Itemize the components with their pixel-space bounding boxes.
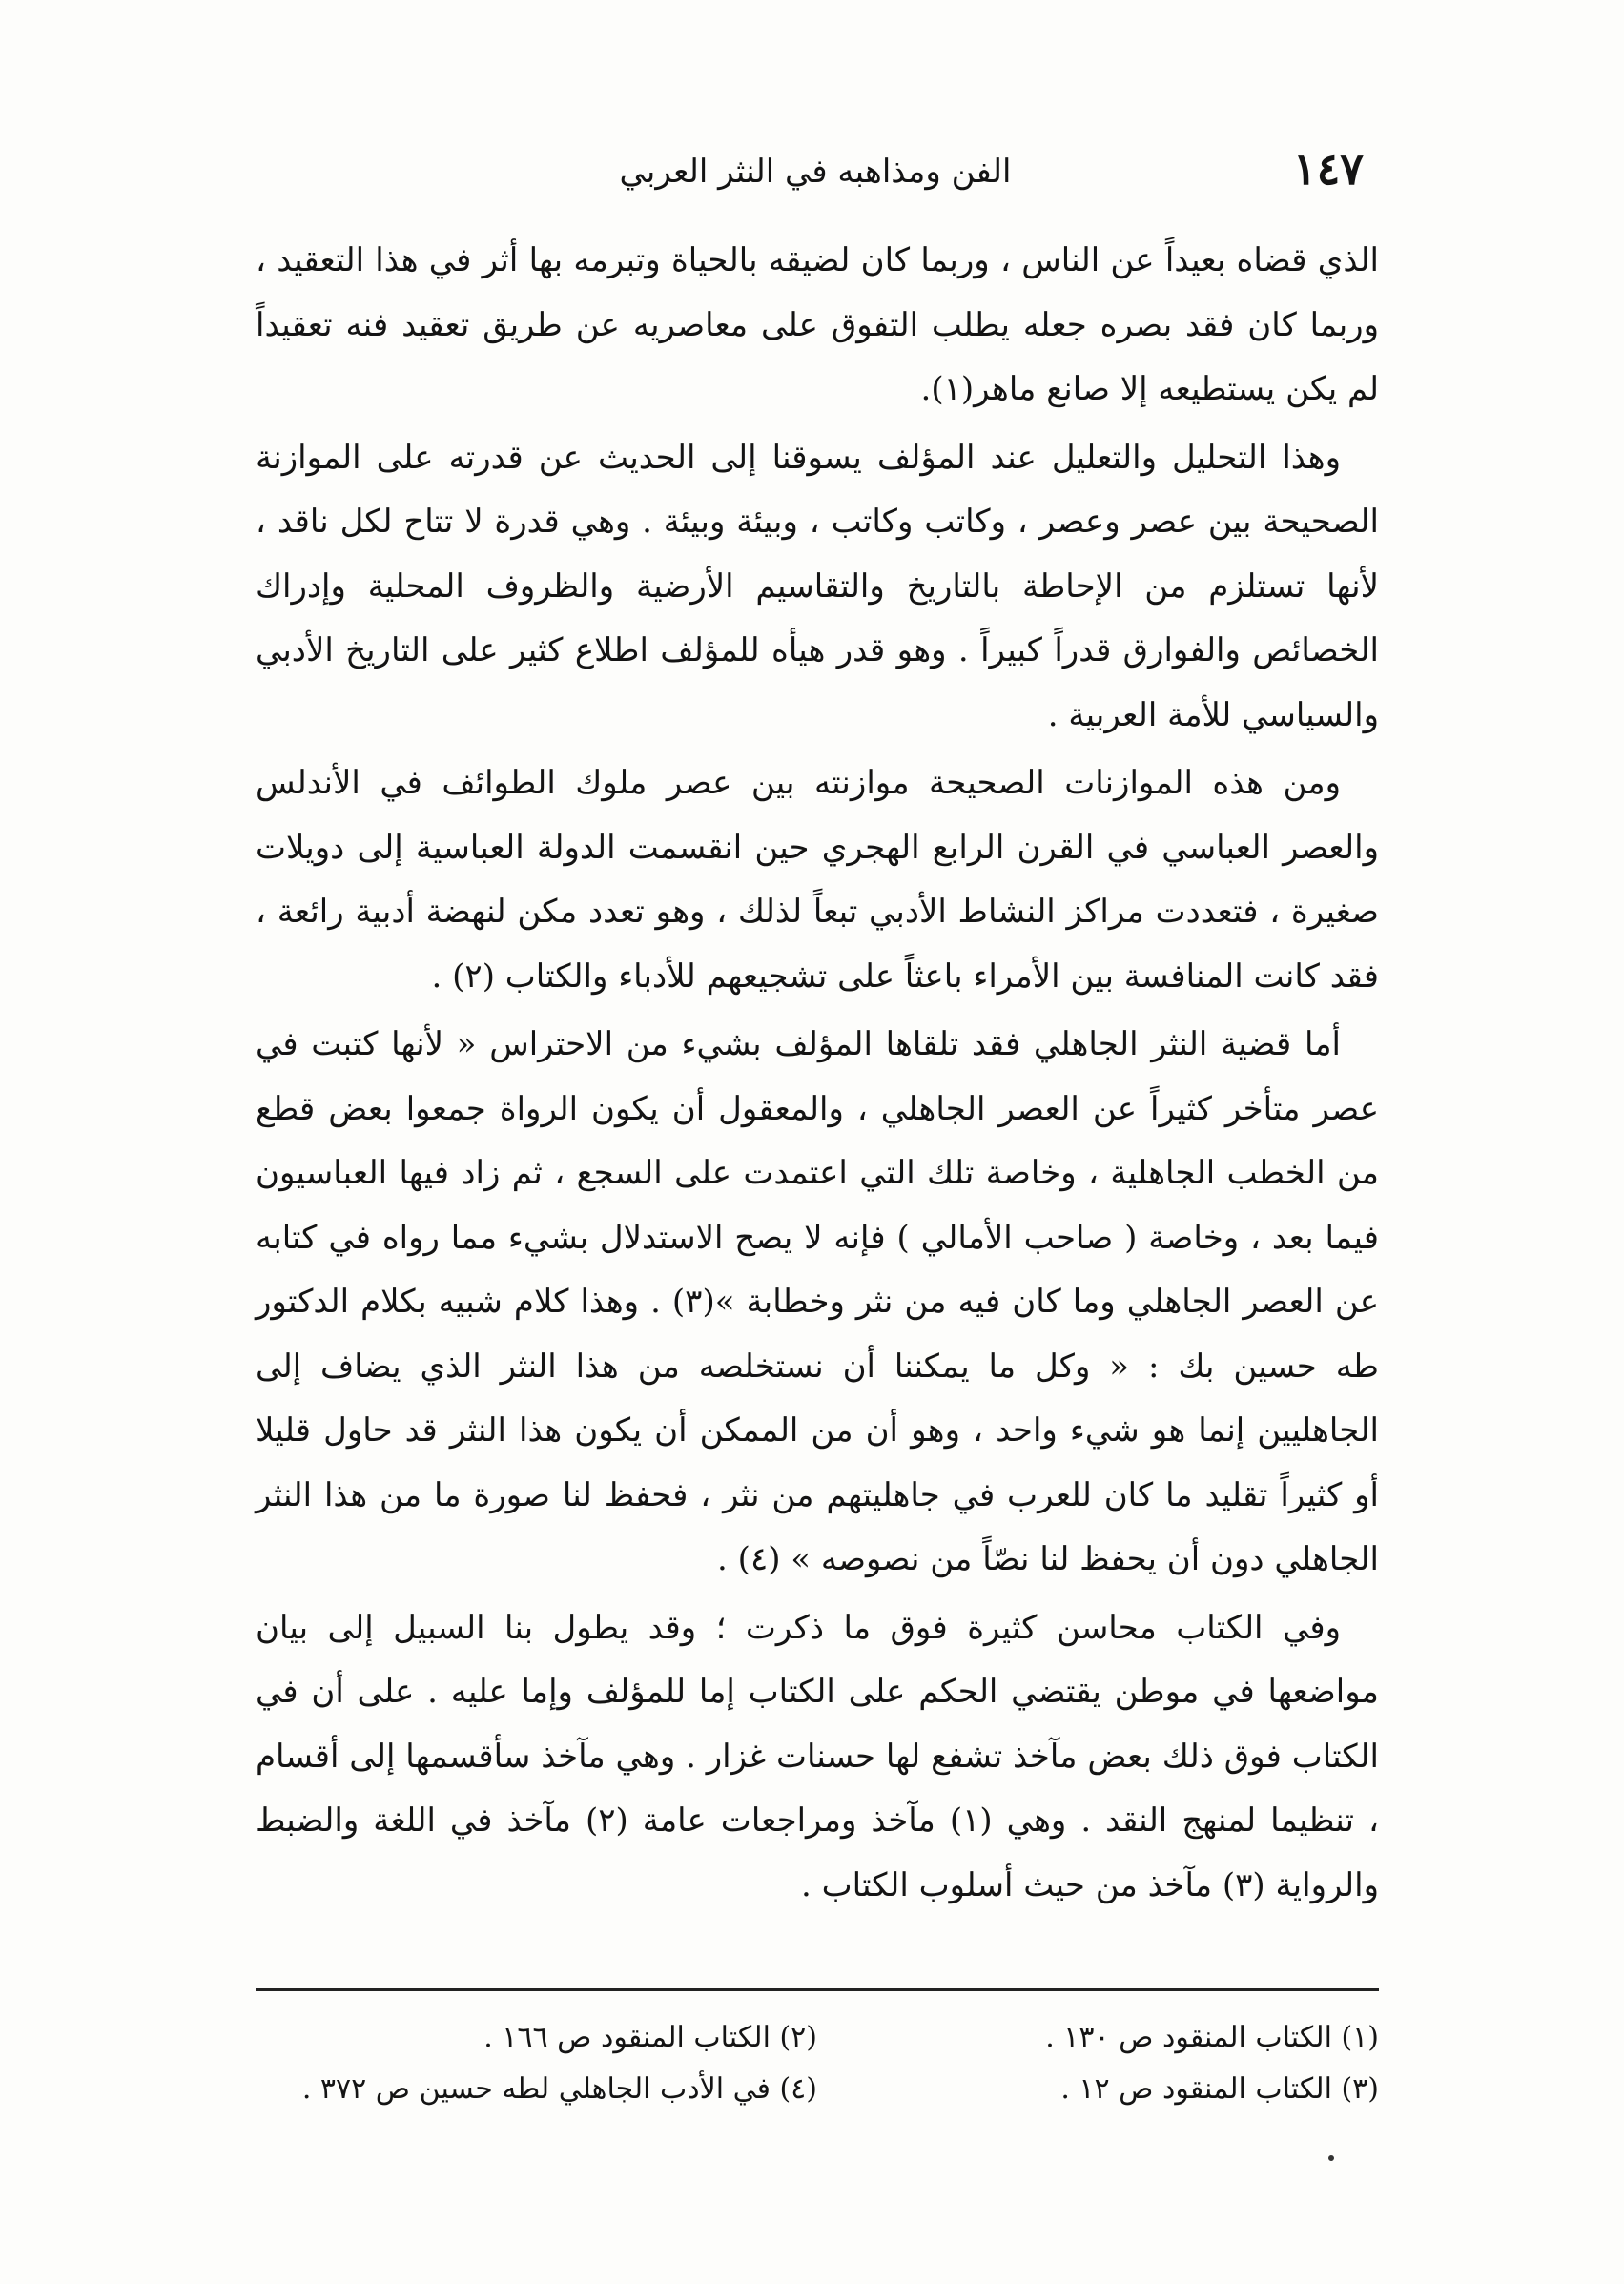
ink-dot [1328, 2155, 1334, 2161]
footnote: (٣) الكتاب المنقود ص ١٢ . [1060, 2072, 1379, 2106]
paragraph: الذي قضاه بعيداً عن الناس ، وربما كان لضيقه بالحياة وتبرمه بها أثر في هذا التعقيد ، وربما كان فقد بصره جعله يطلب التفوق على معاصريه عن طريق تعقيد فنه تعقيداً لم يكن يستطيعه إلا صانع ماهر(١). [256, 241, 1379, 408]
paragraph: ومن هذه الموازنات الصحيحة موازنته بين عصر ملوك الطوائف في الأندلس والعصر العباسي في القرن الرابع الهجري حين انقسمت الدولة العباسية إلى دويلات صغيرة ، فتعددت مراكز النشاط الأدبي تبعاً لذلك ، وهو تعدد مكن لنهضة أدبية رائعة ، فقد كانت المنافسة بين الأمراء باعثاً على تشجيعهم للأدباء والكتاب (٢) . [256, 764, 1380, 996]
footnote-row [256, 2064, 1379, 2115]
footnotes [256, 2012, 1379, 2115]
body-text [256, 229, 1379, 1922]
paragraph: أما قضية النثر الجاهلي فقد تلقاها المؤلف بشيء من الاحتراس « لأنها كتبت في عصر متأخر كثيراً عن العصر الجاهلي ، والمعقول أن يكون الرواة جمعوا بعض قطع من الخطب الجاهلية ، وخاصة تلك التي اعتمدت على السجع ، ثم زاد فيها العباسيون فيما بعد ، وخاصة ( صاحب الأمالي ) فإنه لا يصح الاستدلال بشيء مما رواه في كتابه عن العصر الجاهلي وما كان فيه من نثر وخطابة »(٣) . وهذا كلام شبيه بكلام الدكتور طه حسين بك : « وكل ما يمكننا أن نستخلصه من هذا النثر الذي يضاف إلى الجاهليين إنما هو شيء واحد ، وهو أن من الممكن أن يكون هذا النثر قد حاول قليلا أو كثيراً تقليد ما كان للعرب في جاهليتهم من نثر ، فحفظ لنا صورة ما من هذا النثر الجاهلي دون أن يحفظ لنا نصّاً من نصوصه » (٤) . [256, 1025, 1380, 1578]
paragraph: وفي الكتاب محاسن كثيرة فوق ما ذكرت ؛ وقد يطول بنا السبيل إلى بيان مواضعها في موطن يقتضي الحكم على الكتاب إما للمؤلف وإما عليه . على أن في الكتاب فوق ذلك بعض مآخذ تشفع لها حسنات غزار . وهي مآخذ سأقسمها إلى أقسام ، تنظيما لمنهج النقد . وهي (١) مآخذ ومراجعات عامة (٢) مآخذ في اللغة والضبط والرواية (٣) مآخذ من حيث أسلوب الكتاب . [256, 1608, 1379, 1904]
footnote-row [256, 2012, 1379, 2064]
page-header [267, 143, 1364, 210]
paragraph: وهذا التحليل والتعليل عند المؤلف يسوقنا إلى الحديث عن قدرته على الموازنة الصحيحة بين عصر وعصر ، وكاتب وكاتب ، وبيئة وبيئة . وهي قدرة لا تتاح لكل ناقد ، لأنها تستلزم من الإحاطة بالتاريخ والتقاسيم الأرضية والظروف المحلية وإدراك الخصائص والفوارق قدراً كبيراً . وهو قدر هيأه للمؤلف اطلاع كثير على التاريخ الأدبي والسياسي للأمة العربية . [256, 438, 1379, 734]
footnote: (١) الكتاب المنقود ص ١٣٠ . [1045, 2021, 1379, 2054]
footnote: (٤) في الأدب الجاهلي لطه حسين ص ٣٧٢ . [301, 2072, 817, 2106]
footnote-divider [256, 1988, 1379, 1991]
page-number: ١٤٧ [1292, 143, 1364, 195]
footnote: (٢) الكتاب المنقود ص ١٦٦ . [483, 2021, 817, 2054]
running-title: الفن ومذاهبه في النثر العربي [619, 153, 1012, 191]
